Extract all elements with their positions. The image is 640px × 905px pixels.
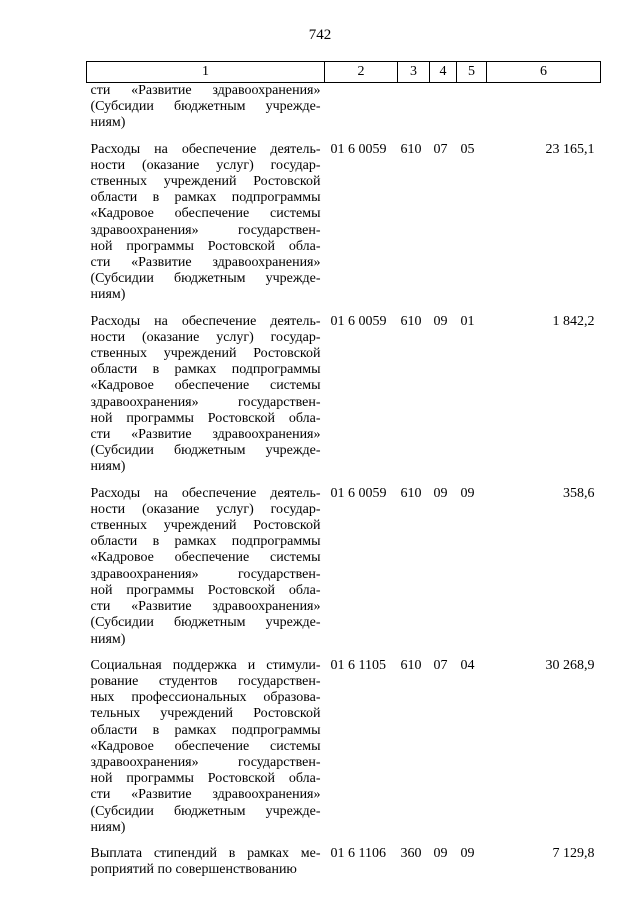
row-code: 01 6 0059 [330,141,387,157]
description-line: ниям) [90,287,126,303]
table-row [87,314,601,476]
page-number: 742 [308,27,332,43]
row-spacer [87,476,601,486]
description-line: ности (оказание услуг) государ- [90,329,321,345]
row-section: 09 [433,485,448,501]
row-amount: 30 268,9 [545,657,595,673]
description-line: здравоохранения» государствен- [90,222,321,238]
table-row [87,846,601,878]
row-expense-type [398,83,430,132]
row-subsection: 04 [460,657,475,673]
description-line: Расходы на обеспечение деятель- [90,313,321,329]
row-amount: 23 165,1 [545,141,595,157]
row-description [87,142,325,304]
description-line: ниям) [90,459,126,475]
table-row [87,486,601,648]
row-subsection: 09 [460,485,475,501]
description-line: «Кадровое обеспечение системы [90,738,321,754]
description-line: Расходы на обеспечение деятель- [90,141,321,157]
header-col-5: 5 [457,62,487,83]
description-line: сти «Развитие здравоохранения» [90,599,321,615]
description-line: ниям) [90,819,126,835]
row-spacer [87,836,601,846]
table-body [87,83,601,879]
row-description [87,658,325,836]
row-subsection: 01 [460,313,475,329]
description-line: сти «Развитие здравоохранения» [90,427,321,443]
description-line: ности (оказание услуг) государ- [90,157,321,173]
description-line: ственных учреждений Ростовской [90,346,321,362]
description-line: ной программы Ростовской обла- [90,238,321,254]
row-expense-type: 610 [400,313,422,329]
row-section: 09 [433,845,448,861]
description-line: Социальная поддержка и стимули- [90,657,321,673]
row-spacer [87,648,601,658]
row-spacer [87,304,601,314]
description-line: (Субсидии бюджетным учрежде- [90,803,321,819]
row-code: 01 6 1105 [330,657,386,673]
row-section: 09 [433,313,448,329]
description-line: здравоохранения» государствен- [90,754,321,770]
row-code: 01 6 0059 [330,313,387,329]
row-amount: 358,6 [563,485,595,501]
row-section: 07 [433,657,448,673]
row-amount: 1 842,2 [552,313,595,329]
row-code: 01 6 0059 [330,485,387,501]
row-expense-type: 610 [400,657,422,673]
description-line: сти «Развитие здравоохранения» [90,787,321,803]
description-line: ственных учреждений Ростовской [90,174,321,190]
budget-table [86,61,601,878]
table-row [87,142,601,304]
header-col-6: 6 [487,62,601,83]
description-line: «Кадровое обеспечение системы [90,550,321,566]
description-line: (Субсидии бюджетным учрежде- [90,615,321,631]
table-row [87,83,601,132]
description-line: рование студентов государствен- [90,673,321,689]
description-line: ности (оказание услуг) государ- [90,501,321,517]
row-section [430,83,457,132]
header-col-3: 3 [398,62,430,83]
description-line: области в рамках подпрограммы [90,722,321,738]
row-expense-type: 360 [400,845,422,861]
description-line: сти «Развитие здравоохранения» [90,83,321,98]
description-line: ной программы Ростовской обла- [90,582,321,598]
header-col-1: 1 [87,62,325,83]
description-line: (Субсидии бюджетным учрежде- [90,443,321,459]
description-line: ниям) [90,631,126,647]
row-subsection: 09 [460,845,475,861]
description-line: Расходы на обеспечение деятель- [90,485,321,501]
description-line: «Кадровое обеспечение системы [90,206,321,222]
description-line: тельных учреждений Ростовской [90,706,321,722]
description-line: ственных учреждений Ростовской [90,518,321,534]
description-line: (Субсидии бюджетным учрежде- [90,271,321,287]
description-line: области в рамках подпрограммы [90,362,321,378]
row-amount [487,83,601,132]
row-code: 01 6 1106 [330,845,386,861]
description-line: здравоохранения» государствен- [90,394,321,410]
row-section: 07 [433,141,448,157]
row-expense-type: 610 [400,485,422,501]
header-col-4: 4 [430,62,457,83]
row-description [87,314,325,476]
row-amount: 7 129,8 [552,845,595,861]
row-description [87,846,325,878]
description-line: области в рамках подпрограммы [90,534,321,550]
description-line: ной программы Ростовской обла- [90,410,321,426]
description-line: (Субсидии бюджетным учрежде- [90,99,321,115]
description-line: «Кадровое обеспечение системы [90,378,321,394]
row-description [87,83,325,132]
description-line: Выплата стипендий в рамках ме- [90,845,321,861]
row-expense-type: 610 [400,141,422,157]
description-line: сти «Развитие здравоохранения» [90,255,321,271]
description-line: ной программы Ростовской обла- [90,771,321,787]
description-line: ных профессиональных образова- [90,690,321,706]
description-line: ниям) [90,115,126,131]
description-line: здравоохранения» государствен- [90,566,321,582]
row-description [87,486,325,648]
row-subsection [457,83,487,132]
description-line: роприятий по совершенствованию [90,862,297,878]
row-subsection: 05 [460,141,475,157]
header-col-2: 2 [325,62,398,83]
table-row [87,658,601,836]
description-line: области в рамках подпрограммы [90,190,321,206]
row-code [325,83,398,132]
table-header-row [87,62,601,83]
row-spacer [87,132,601,142]
